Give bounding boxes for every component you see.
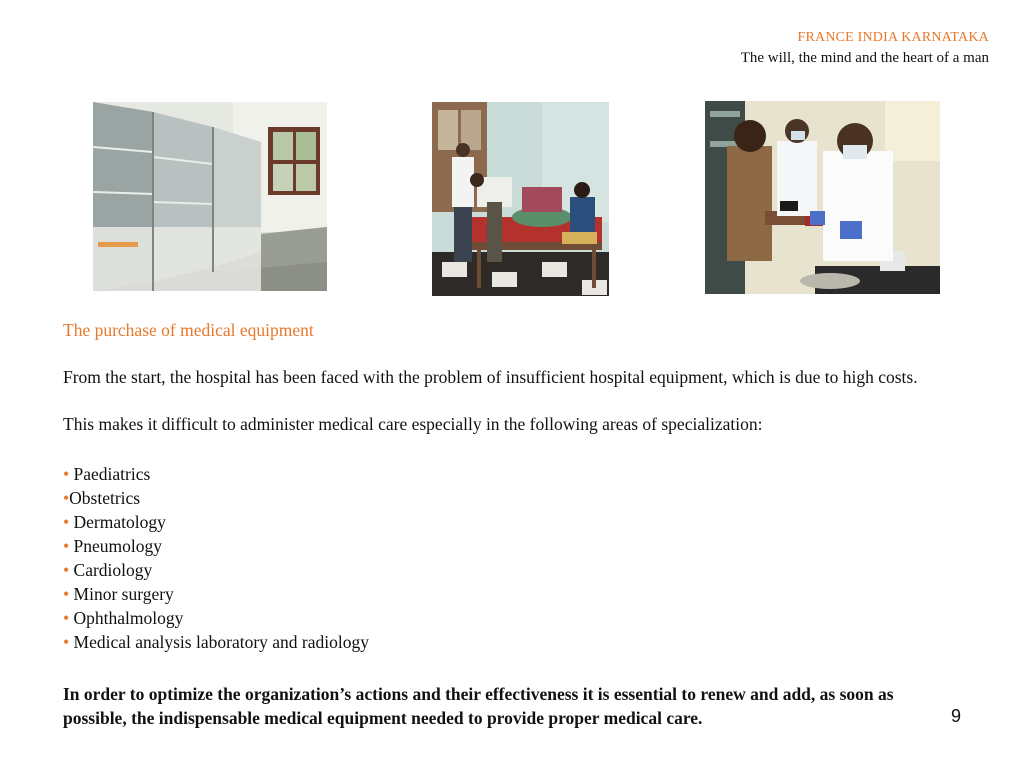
list-item-label: Cardiology xyxy=(69,560,153,580)
specializations-list xyxy=(63,462,973,654)
bullet-icon: • xyxy=(63,632,70,652)
list-item xyxy=(63,486,973,510)
organization-name: FRANCE INDIA KARNATAKA xyxy=(797,30,989,45)
list-item xyxy=(63,534,973,558)
slide-header xyxy=(741,27,989,69)
photo-patient-care xyxy=(432,102,609,296)
list-item-label: Medical analysis laboratory and radiology xyxy=(69,632,369,652)
list-item-label: Minor surgery xyxy=(69,584,174,604)
section-title: The purchase of medical equipment xyxy=(63,320,314,340)
paragraph-intro: From the start, the hospital has been faced with the problem of insufficient hospital equipment, which is due to high costs. xyxy=(63,367,918,387)
list-item xyxy=(63,606,973,630)
list-item-label: Dermatology xyxy=(69,512,166,532)
bullet-icon: • xyxy=(63,584,70,604)
list-item-label: Obstetrics xyxy=(69,488,141,508)
list-item-label: Pneumology xyxy=(69,536,162,556)
list-item xyxy=(63,510,973,534)
photo-hospital-room xyxy=(93,102,327,291)
organization-tagline: The will, the mind and the heart of a man xyxy=(740,50,989,66)
paragraph-specializations: This makes it difficult to administer medical care especially in the following areas of specialization: xyxy=(63,414,763,434)
list-item xyxy=(63,630,973,654)
slide-body xyxy=(63,321,973,730)
list-item-label: Paediatrics xyxy=(69,464,151,484)
bullet-icon: • xyxy=(63,464,70,484)
photo-doctors-treatment xyxy=(705,101,940,294)
list-item-label: Ophthalmology xyxy=(69,608,184,628)
bullet-icon: • xyxy=(63,608,70,628)
bullet-icon: • xyxy=(63,536,70,556)
list-item xyxy=(63,558,973,582)
list-item xyxy=(63,462,973,486)
bullet-icon: • xyxy=(63,488,70,508)
list-item xyxy=(63,582,973,606)
bullet-icon: • xyxy=(63,560,70,580)
bullet-icon: • xyxy=(63,512,70,532)
conclusion-statement: In order to optimize the organization’s actions and their effectiveness it is essential to renew and add, as soon as possible, the indispensable medical equipment needed to provide proper medical care. xyxy=(63,684,894,728)
page-number: 9 xyxy=(951,706,962,726)
